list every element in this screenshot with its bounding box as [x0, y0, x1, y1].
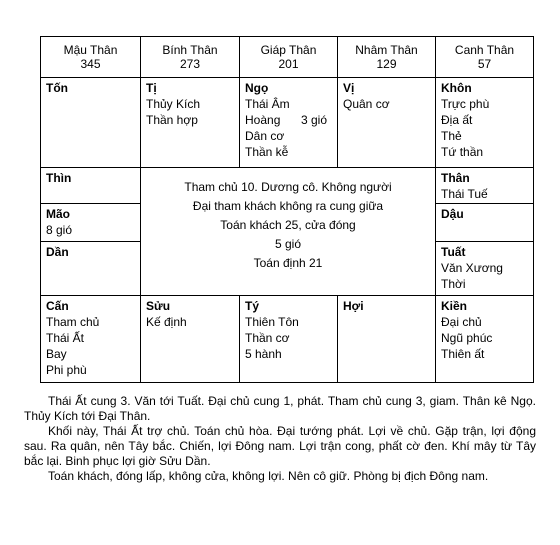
cell-name: Cấn [46, 299, 69, 313]
cell-line: Văn Xương [441, 261, 503, 275]
cell-kien [435, 295, 533, 382]
cell-line: 8 gió [46, 223, 73, 237]
cell-line: Trực phù [441, 97, 490, 111]
cell-can [41, 295, 140, 382]
cell-name: Thìn [46, 171, 72, 185]
cell-name: Tị [146, 81, 157, 95]
cell-line: Thái Âm [245, 97, 290, 111]
cell-line: Thần hợp [146, 113, 198, 127]
cell-vi [337, 77, 435, 167]
cell-name: Tốn [46, 81, 68, 95]
cell-line: Ngũ phúc [441, 331, 493, 345]
header-cell-nham-than [337, 37, 435, 77]
header-name: Bính Thân [162, 43, 218, 57]
cell-name: Tý [245, 299, 260, 313]
cell-line: Dân cơ [245, 129, 285, 143]
cell-name: Vị [343, 81, 355, 95]
cell-name: Hợi [343, 299, 364, 313]
cell-suu [140, 295, 239, 382]
cell-name: Mão [46, 207, 70, 221]
cell-line: Thái Ất [46, 331, 85, 345]
cell-name: Sửu [146, 299, 171, 313]
cell-name: Dậu [441, 207, 464, 221]
cell-line-pair [245, 112, 332, 128]
cell-line: Hoàng [245, 113, 281, 127]
thai-at-chart-grid [40, 36, 534, 383]
cell-line: Đại chủ [441, 315, 482, 329]
cell-line: Thiên Tôn [245, 315, 299, 329]
cell-name: Thân [441, 171, 470, 185]
cell-line: 5 hành [245, 347, 282, 361]
cell-than [435, 167, 533, 203]
cell-line: Tứ thần [441, 145, 484, 159]
header-value: 201 [278, 57, 299, 71]
cell-ngo [239, 77, 337, 167]
notes-paragraph: Thái Ất cung 3. Văn tới Tuất. Đại chủ cung 1, phát. Tham chủ cung 3, giam. Thân kê Ngọ. Thủy Kích tới Đại Thân. [24, 394, 536, 423]
center-line: Tham chủ 10. Dương cô. Không người [184, 180, 392, 194]
cell-tuat [435, 241, 533, 295]
cell-line: Phi phù [46, 363, 87, 377]
header-value: 273 [179, 57, 201, 71]
cell-line: Kế định [146, 315, 187, 329]
notes-paragraph: Khối này, Thái Ất trợ chủ. Toán chủ hòa. Đại tướng phát. Lợi về chủ. Gặp trận, lợi động sau. Ra quân, nên Tây bắc. Chiến, lợi Đông nam. Lợi trận cong, phất cờ đen. Khí mây từ Tây bắc lại. Binh phục lợi giờ Sửu Dần. [24, 424, 536, 468]
header-cell-mau-than [41, 37, 140, 77]
notes-paragraph: Toán khách, đóng lấp, không cửa, không lợi. Nên cô giữ. Phòng bị địch Đông nam. [48, 469, 489, 483]
cell-name: Ngọ [245, 81, 269, 95]
cell-line: Thần cơ [245, 331, 290, 345]
center-summary [140, 167, 435, 295]
cell-line: 3 gió [301, 113, 328, 127]
cell-line: Địa ất [441, 113, 473, 127]
cell-dau [435, 203, 533, 241]
header-name: Giáp Thân [260, 43, 317, 57]
cell-dan [41, 241, 140, 295]
header-value: 345 [80, 57, 101, 71]
notes-text [24, 394, 536, 484]
cell-ty [239, 295, 337, 382]
cell-line: Bay [46, 347, 67, 361]
cell-thin [41, 167, 140, 203]
header-value: 129 [376, 57, 397, 71]
cell-name: Kiền [441, 299, 468, 313]
cell-line: Thẻ [441, 129, 462, 143]
cell-ton [41, 77, 140, 167]
cell-hoi [337, 295, 435, 382]
header-value: 57 [477, 57, 492, 71]
cell-name: Dần [46, 245, 69, 259]
header-cell-giap-than [239, 37, 337, 77]
cell-name: Tuất [441, 245, 466, 259]
header-cell-canh-than [435, 37, 533, 77]
cell-line: Thần kễ [245, 145, 289, 159]
header-name: Nhâm Thân [355, 43, 418, 57]
cell-ti [140, 77, 239, 167]
cell-line: Thiên ất [441, 347, 485, 361]
cell-line: Quân cơ [343, 97, 390, 111]
header-name: Canh Thân [454, 43, 515, 57]
header-name: Mậu Thân [63, 43, 118, 57]
center-line: Toán định 21 [253, 256, 323, 270]
center-line: 5 gió [274, 237, 302, 251]
header-cell-binh-than [140, 37, 239, 77]
cell-line: Thời [441, 277, 466, 291]
center-line: Toán khách 25, cửa đóng [220, 218, 356, 232]
cell-khon [435, 77, 533, 167]
cell-line: Thủy Kích [146, 97, 201, 111]
cell-name: Khôn [441, 81, 472, 95]
cell-line: Thái Tuế [441, 187, 488, 201]
cell-line: Tham chủ [46, 315, 100, 329]
cell-mao [41, 203, 140, 241]
center-line: Đại tham khách không ra cung giữa [192, 199, 384, 213]
